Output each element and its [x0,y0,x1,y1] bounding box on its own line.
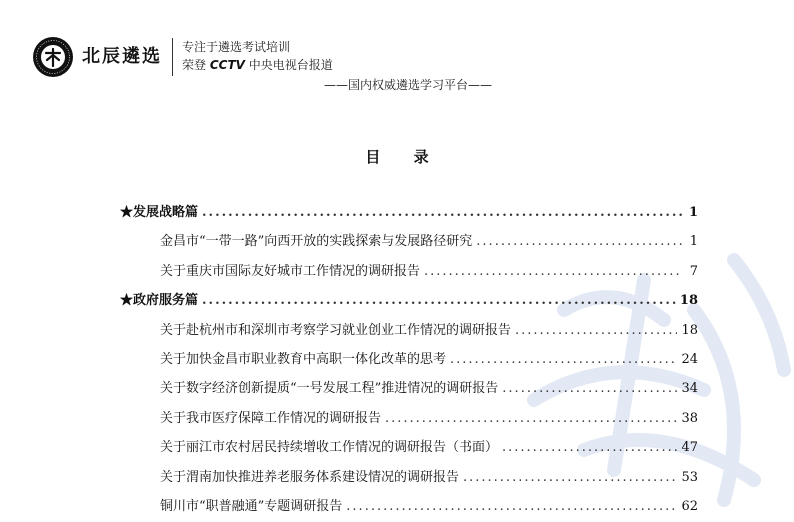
toc-entry[interactable] [160,260,698,282]
dot-leader [502,381,677,396]
toc-page-number: 24 [681,352,698,367]
dot-leader [346,499,677,514]
tagline-2-prefix: 荣登 [182,58,207,72]
toc-page-number: 47 [681,440,698,456]
dot-leader [450,352,677,367]
brand-name: 北辰遴选 [82,46,162,67]
dot-leader [202,205,682,220]
beichen-logo-icon [32,36,74,78]
toc-section[interactable] [120,201,698,223]
toc-entry-title: 关于赴杭州市和深圳市考察学习就业创业工作情况的调研报告 [160,322,512,338]
toc-entry[interactable] [160,466,698,488]
toc-page-number: 34 [681,381,698,397]
toc-page-number: 38 [681,410,698,426]
toc-title: 目 录 [365,148,443,166]
dot-leader [515,323,677,338]
toc-page-number: 18 [679,293,698,309]
toc-entry[interactable] [160,348,698,370]
toc-page-number: 53 [681,469,698,485]
dot-leader [385,411,677,426]
header-divider [172,38,173,76]
toc-page-number: 1 [689,234,698,250]
toc-entry[interactable] [160,407,698,429]
dot-leader [476,234,682,249]
toc-entry-title: 铜川市“职普融通”专题调研报告 [160,499,343,514]
toc-page-number: 1 [688,205,698,220]
dot-leader [424,264,682,279]
toc-entry[interactable] [160,436,698,458]
toc-section[interactable] [120,289,698,311]
toc-entry-title: 关于我市医疗保障工作情况的调研报告 [160,410,382,426]
toc-entry-title: 关于加快金昌市职业教育中高职一体化改革的思考 [160,352,447,367]
toc-entry-title: 金昌市“一带一路”向西开放的实践探索与发展路径研究 [160,234,473,250]
tagline-1: 专注于遴选考试培训 [182,40,291,54]
toc-page-number: 62 [681,499,698,514]
toc-entry-title: 关于丽江市农村居民持续增收工作情况的调研报告（书面） [160,440,499,456]
toc-entry-title: 关于数字经济创新提质“一号发展工程”推进情况的调研报告 [160,381,499,397]
toc-page-number: 7 [689,263,698,279]
tagline-2 [182,56,333,73]
toc-entry[interactable] [160,377,698,399]
toc-entry[interactable] [160,495,698,517]
toc-entry-title: 关于重庆市国际友好城市工作情况的调研报告 [160,263,421,279]
dot-leader [463,470,677,485]
tagline-2-suffix: 中央电视台报道 [248,58,333,72]
toc-entry-title: ★发展战略篇 [120,205,199,220]
dot-leader [202,293,676,308]
platform-slogan: ——国内权威遴选学习平台—— [324,78,493,92]
toc-entry[interactable] [160,230,698,252]
toc-entry[interactable] [160,319,698,341]
cctv-logo: CCTV [209,58,245,72]
dot-leader [502,440,677,455]
toc-page-number: 18 [681,322,698,338]
toc-entry-title: ★政府服务篇 [120,293,199,309]
toc-entry-title: 关于渭南加快推进养老服务体系建设情况的调研报告 [160,469,460,485]
